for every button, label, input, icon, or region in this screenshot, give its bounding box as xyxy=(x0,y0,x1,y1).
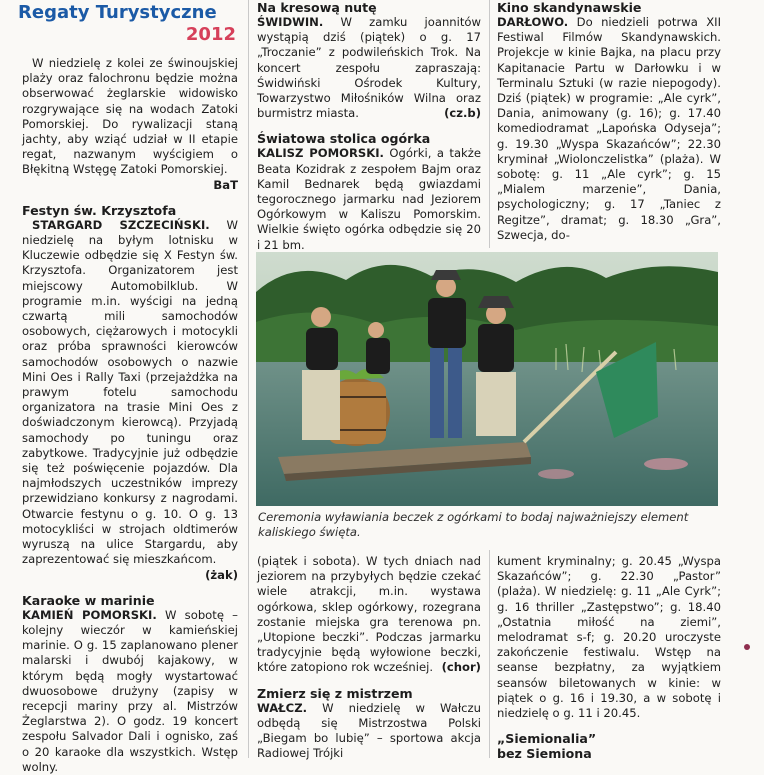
regaty-logo xyxy=(18,0,238,50)
siemionalia-headline: „Siemionalia” xyxy=(497,731,597,747)
kino-place: DARŁOWO. xyxy=(497,15,569,29)
regaty-signature: BaT xyxy=(213,177,238,192)
kres-headline: Na kresową nutę xyxy=(257,0,377,15)
festyn-article-text: STARGARD SZCZECIŃSKI. W niedzielę na byłym lotnisku w Kluczewie odbędzie się X Festyn św. Krzysztofa. Organizatorem jest miejscowy Automobilklub. W programie m.in. wyścigi na jedną czwartą mili samochodów osobowych, ciężarowych i motocykli oraz próba sprawności kierowców samochodów osobowych o nazwie Mini Oes i Rally Taxi (przejażdżka na prawym fotelu samochodu organizatora na trasie Mini Oes z doświadczonym kierowcą). Przyjadą samochody po tuningu oraz zabytkowe. Tradycyjnie już odbędzie się też poświęcenie pojazdów. Dla najmłodszych uczestników imprezy przewidziano konkursy z nagrodami. Otwarcie festynu o g. 10. O g. 13 motocykliści w strojach oldtimerów wyruszą na ulice Stargardu, aby zaprezentować się mieszkańcom. (żak) xyxy=(22,217,238,582)
zmierz-article-text: WAŁCZ. W niedzielę w Wałczu odbędą się Mistrzostwa Polski „Biegam bo lubię” – sportowa akcja Radiowej Trójki xyxy=(257,700,481,761)
logo-title: Regaty Turystyczne xyxy=(18,2,217,23)
ogorek-signature: (chor) xyxy=(441,660,481,675)
zmierz-place: WAŁCZ. xyxy=(257,700,308,715)
siemionalia-subline: bez Siemiona xyxy=(497,746,592,762)
karaoke-article-text: KAMIEŃ POMORSKI. W sobotę – kolejny wieczór w kamieńskiej marinie. O g. 15 zaplanowano plener malarski i dwubój kajakowy, w którym będą mogły wystartować dwuosobowe drużyny (zapisy w recepcji mariny przy al. Mistrzów Żeglarstwa 2). O godz. 19 koncert zespołu Salvador Dali i ognisko, zaś o 20 karaoke dla wszystkich. Wstęp wolny. xyxy=(22,607,238,774)
festyn-headline: Festyn św. Krzysztofa xyxy=(22,202,177,218)
kino-article-text: DARŁOWO. Do niedzieli potrwa XII Festiwal Filmów Skandynawskich. Projekcje w kinie Bajka, na placu przy Kapitanacie Partu w Darłowku i w Terminalu Sztuki (w razie niepogody). Dziś (piątek) w programie: „Ale cyrk”, Dania, animowany (g. 16); g. 17.40 komediodramat „Lapońska Odyseja”; g. 19.30 „Wyspa Skazańców”; 22.30 kryminał „Wiolonczelistka” (plaża). W sobotę: g. 11 „Ale cyrk”; g. 15 „Mialem marzenie”, Dania, psychologiczny; g. 17 „Taniec z Regitze”, dramat; g. 18.30 „Gra”, Szwecja, do- xyxy=(497,15,721,242)
column-middle xyxy=(257,0,481,253)
regaty-article-text: W niedzielę z kolei ze świnoujskiej plaży oraz falochronu będzie można obserwować żeglarskie widowisko rozgrywające się na wodach Zatoki Pomorskiej. Do rywalizacji staną jachty, aby wziąć udział w II etapie regat, nazwanym wyścigiem o Błękitną Wstęgę Zatoki Pomorskiej. BaT xyxy=(22,56,238,192)
ogorek-article-text: KALISZ POMORSKI. Ogórki, a także Beata Kozidrak z zespołem Bajm oraz Kamil Bednarek będą gwiazdami tegorocznego jarmarku nad Jeziorem Ogórkowym w Kaliszu Pomorskim. Wielkie święto ogórka odbędzie się 20 i 21 bm. xyxy=(257,146,481,252)
ogorek-article-continued: (piątek i sobota). W tych dniach nad jeziorem na przybyłych będzie czekać wiele atrakcji, m.in. wystawa ogórkowa, sklep ogórkowy, rozegrana zostanie miejska gra terenowa pn. „Utopione beczki”. Podczas jarmarku tradycyjnie będą wyłowione beczki, które zatopiono rok wcześniej. (chor) xyxy=(257,554,481,675)
festyn-signature: (żak) xyxy=(205,567,238,582)
pickle-festival-photo xyxy=(256,252,718,506)
festyn-place: STARGARD SZCZECIŃSKI. xyxy=(32,217,210,232)
column-right-bottom xyxy=(497,554,721,761)
karaoke-headline: Karaoke w marinie xyxy=(22,592,155,608)
zmierz-headline: Zmierz się z mistrzem xyxy=(257,685,413,701)
kino-article-continued: kument kryminalny; g. 20.45 „Wyspa Skazańców”; g. 22.30 „Pastor” (plaża). W niedzielę: g. 11 „Ale Cyrk”; g. 16 thriller „Zastępstwo”; g. 18.40 „Ostatnia miłość na ziemi”, melodramat s-f; g. 20.20 uroczyste zakończenie festiwalu. Wstęp na seanse bezpłatny, za wyjątkiem seansów biletowanych w kinie: w piątek o g. 16 i 19.30, a w sobotę i niedzielę o g. 11 i 20.45. xyxy=(497,554,721,721)
logo-year: 2012 xyxy=(185,24,236,45)
column-middle-bottom xyxy=(257,554,481,761)
kres-place: ŚWIDWIN. xyxy=(257,15,324,29)
ogorek-place: KALISZ POMORSKI. xyxy=(257,146,384,161)
column-left xyxy=(22,56,238,775)
kino-headline: Kino skandynawskie xyxy=(497,0,642,15)
column-rule xyxy=(489,550,490,758)
column-right xyxy=(497,0,721,243)
column-rule xyxy=(489,0,490,248)
decorative-dot xyxy=(744,644,750,650)
photo-illustration xyxy=(256,252,718,506)
ogorek-headline: Światowa stolica ogórka xyxy=(257,131,431,147)
kres-signature: (cz.b) xyxy=(444,106,481,121)
photo-caption: Ceremonia wyławiania beczek z ogórkami to bodaj najważniejszy element kaliskiego święta. xyxy=(258,510,689,539)
karaoke-place: KAMIEŃ POMORSKI. xyxy=(22,607,157,622)
kres-article-text: ŚWIDWIN. W zamku joannitów wystąpią dziś (piątek) o g. 17 „Troczanie” z podwileńskich Trok. Na koncert zespołu zapraszają: Świdwiński Ośrodek Kultury, Towarzystwo Miłośników Wilna oraz burmistrz miasta. (cz.b) xyxy=(257,15,481,121)
column-rule xyxy=(248,0,249,758)
